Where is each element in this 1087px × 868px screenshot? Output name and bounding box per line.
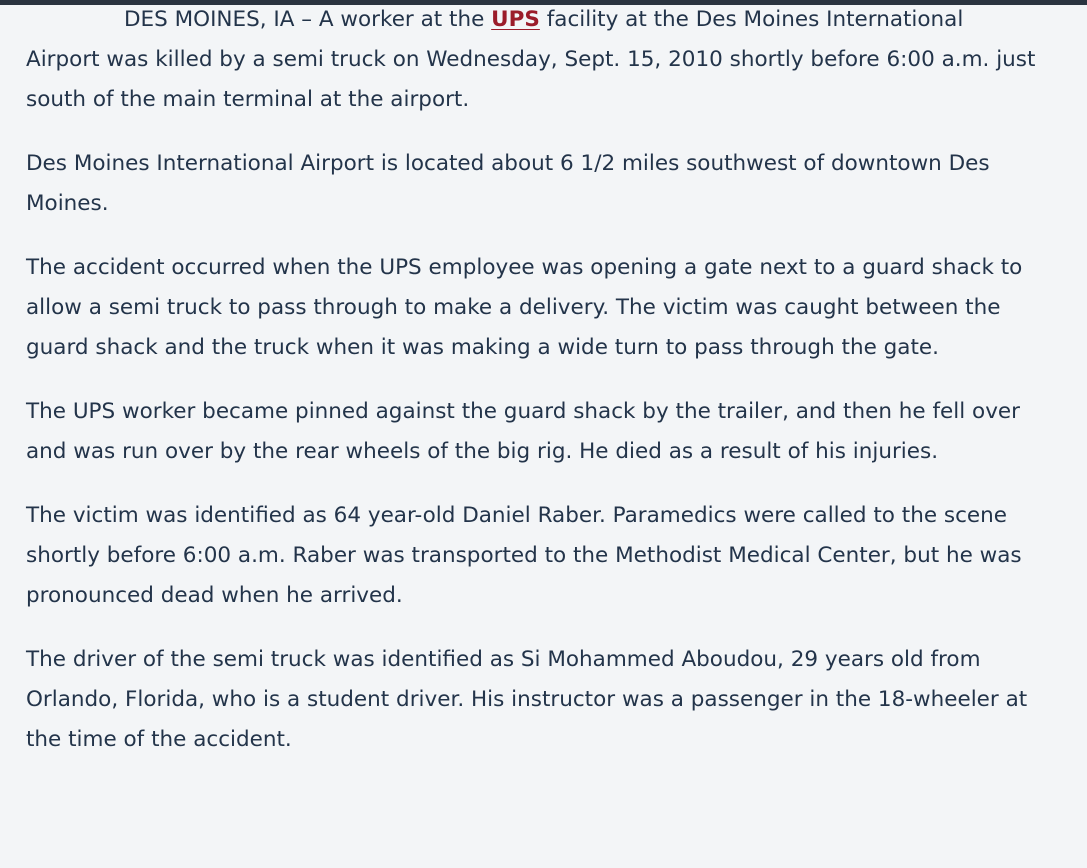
article-paragraph-6: The driver of the semi truck was identified as Si Mohammed Aboudou, 29 years old from Orlando, Florida, who is a student driver. His instructor was a passenger in the 18-wheeler at the time of the accident.: [26, 647, 1028, 752]
article-paragraph-4: The UPS worker became pinned against the guard shack by the trailer, and then he fell over and was run over by the rear wheels of the big rig. He died as a result of his injuries.: [26, 399, 1020, 464]
article-body: [26, 0, 1036, 784]
article-paragraph-2: Des Moines International Airport is located about 6 1/2 miles southwest of downtown Des Moines.: [26, 151, 990, 216]
article-paragraph-3: The accident occurred when the UPS employee was opening a gate next to a guard shack to allow a semi truck to pass through to make a delivery. The victim was caught between the guard shack and the truck when it was making a wide turn to pass through the gate.: [26, 255, 1023, 360]
article-paragraph-1: [26, 0, 1036, 120]
article-paragraph-5: The victim was identified as 64 year-old Daniel Raber. Paramedics were called to the scene shortly before 6:00 a.m. Raber was transported to the Methodist Medical Center, but he was pronounced dead when he arrived.: [26, 503, 1022, 608]
ups-link[interactable]: UPS: [491, 7, 540, 32]
paragraph-1-rest-text: facility at the Des Moines International Airport was killed by a semi truck on Wednesday, Sept. 15, 2010 shortly before 6:00 a.m. just south of the main terminal at the airport.: [26, 7, 1036, 112]
paragraph-1-lead-text: DES MOINES, IA – A worker at the: [124, 7, 492, 32]
